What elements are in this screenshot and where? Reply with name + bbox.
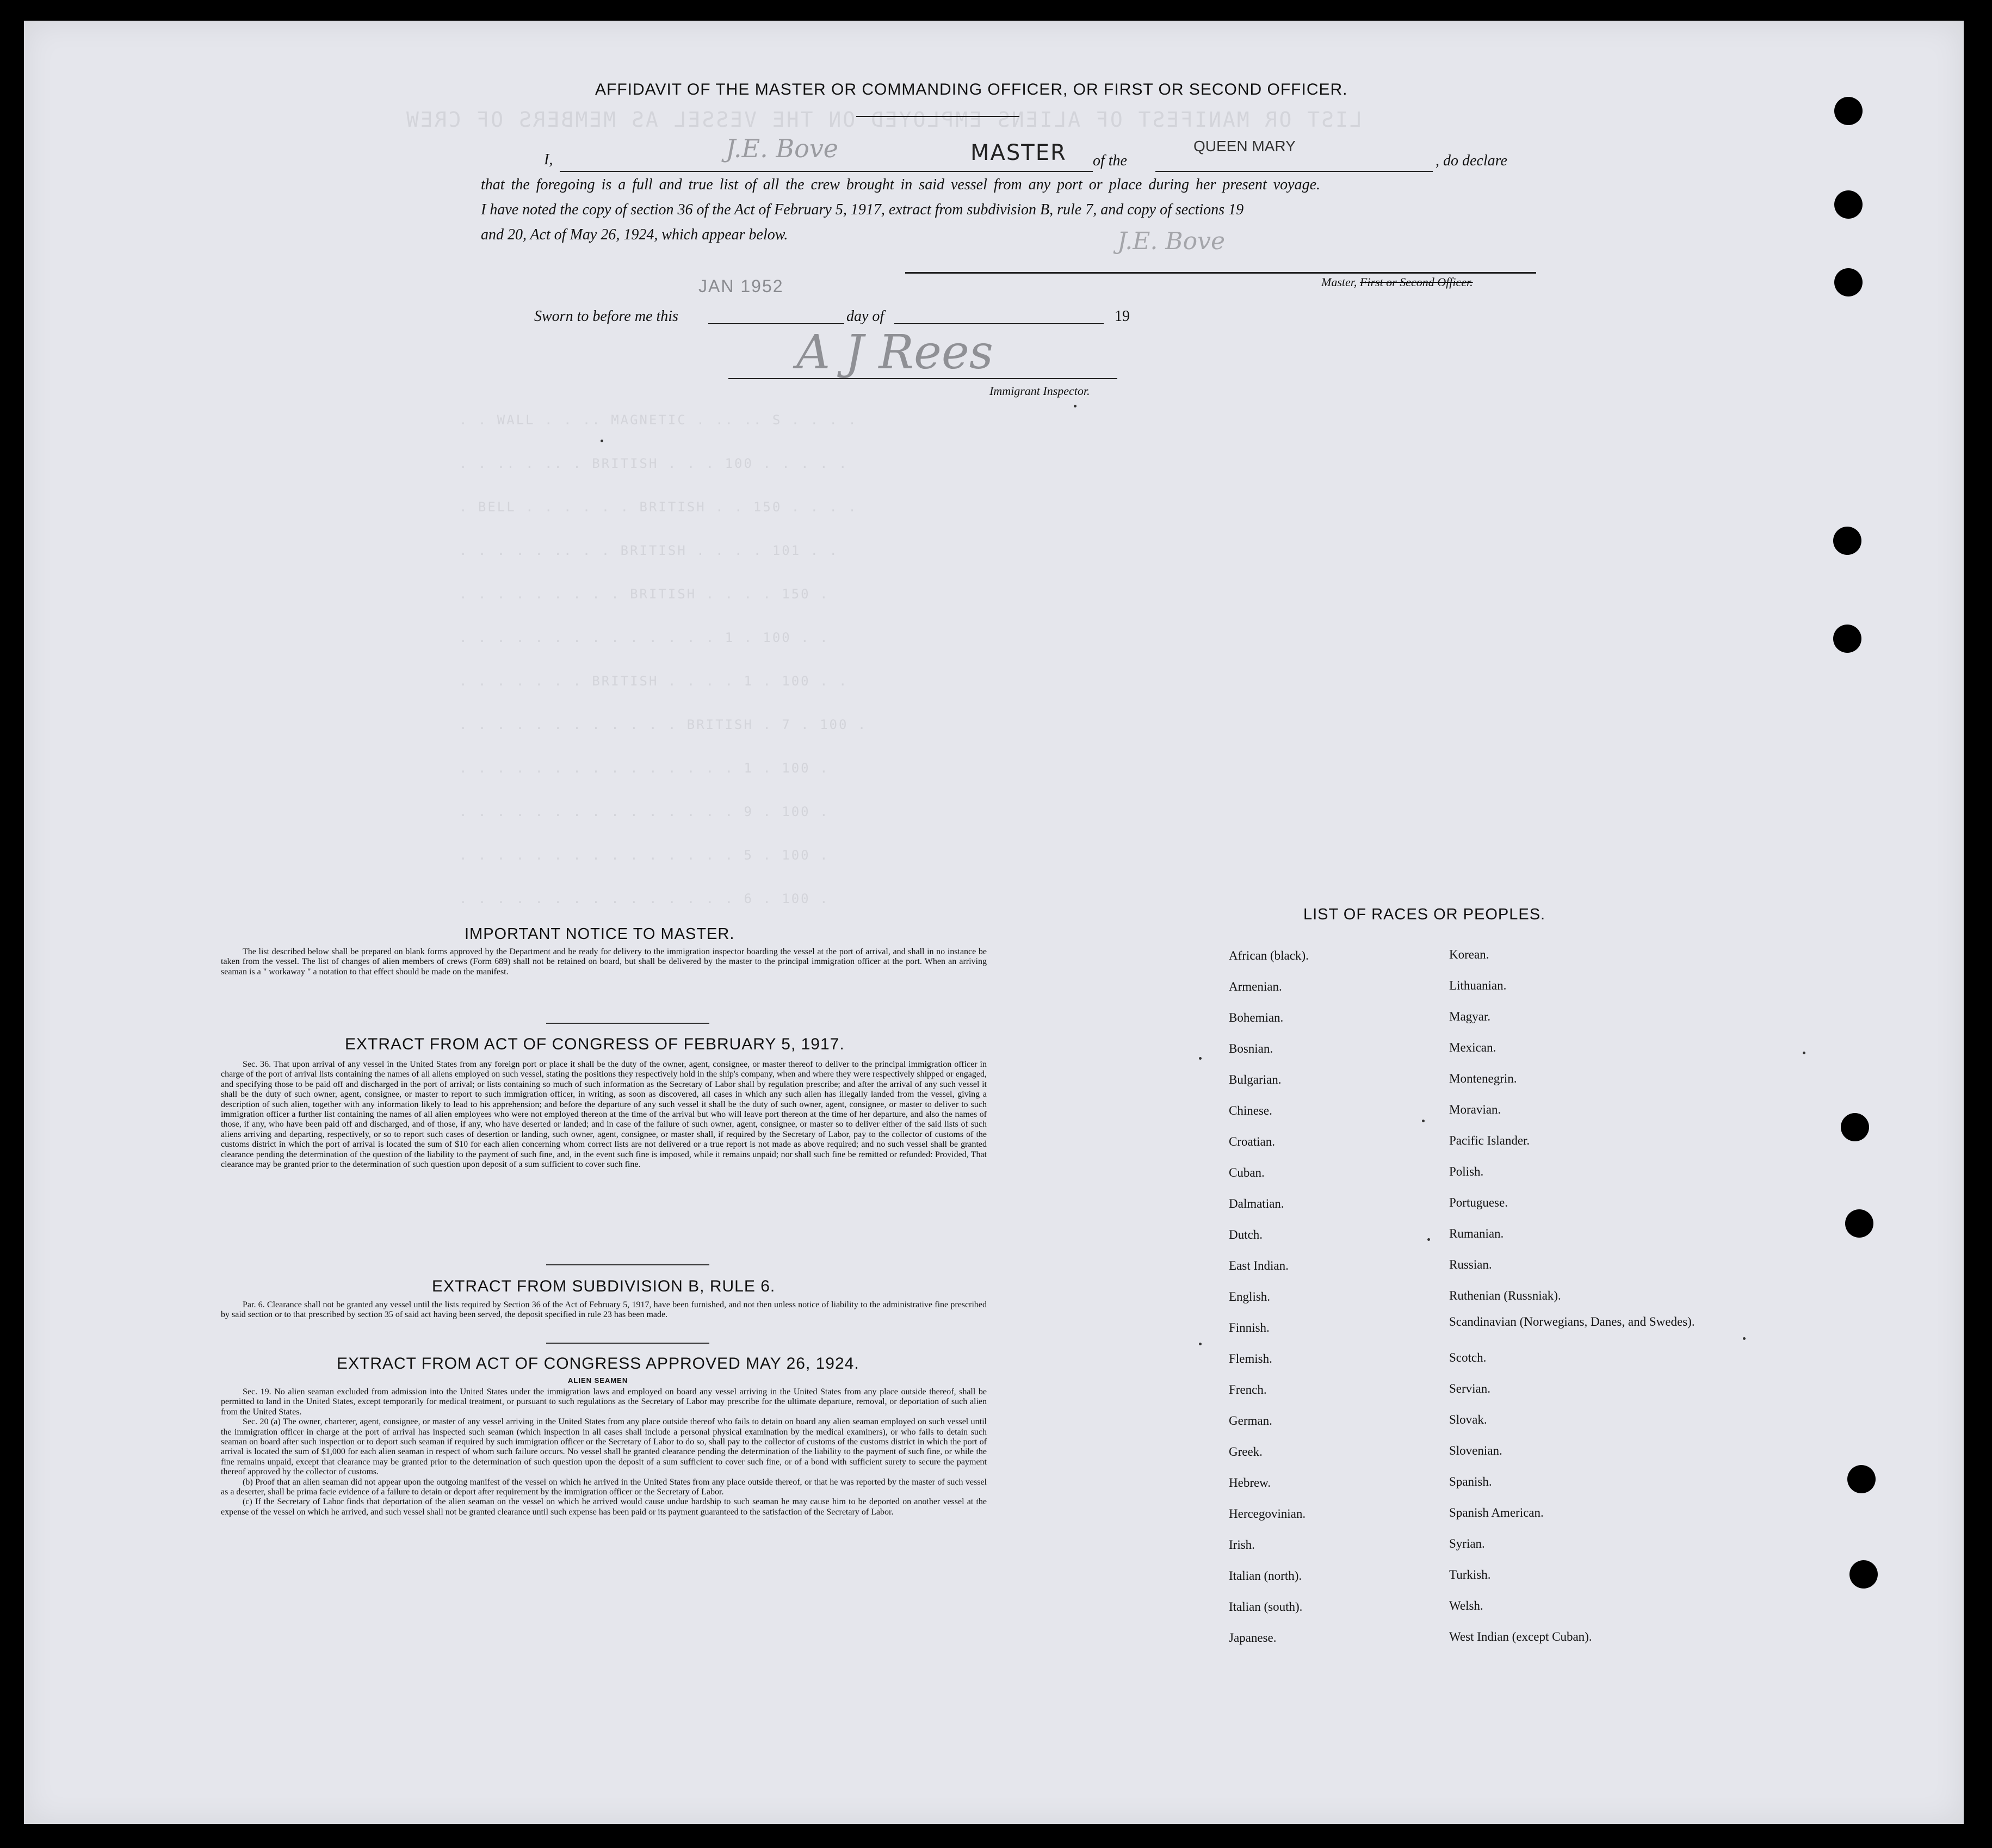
master-signature: J.E. Bove <box>1117 227 1226 255</box>
punch-hole <box>1841 1113 1869 1141</box>
affidavit-heading: AFFIDAVIT OF THE MASTER OR COMMANDING OFFICER, OR FIRST OR SECOND OFFICER. <box>595 81 1348 98</box>
races-column-left <box>1229 940 1309 1653</box>
race-item: Servian. <box>1449 1382 1491 1395</box>
race-item: Montenegrin. <box>1449 1072 1517 1085</box>
year-prefix: 19 <box>1115 308 1130 325</box>
punch-hole <box>1834 97 1863 125</box>
master-title-label: Master, First or Second Officer. <box>1321 275 1473 289</box>
speck <box>1422 1120 1425 1122</box>
bleed-through-row: . . . . . . . . . . . . . . 1 . 100 . . <box>459 630 830 645</box>
affidavit-line-3: I have noted the copy of section 36 of the Act of February 5, 1917, extract from subdivision B, rule 7, and copy of sections 19 <box>481 201 1244 218</box>
notice-heading: IMPORTANT NOTICE TO MASTER. <box>465 925 735 943</box>
alien-seamen-subheading: ALIEN SEAMEN <box>568 1376 628 1385</box>
date-stamp: JAN 1952 <box>698 276 784 296</box>
act-1924-body: Sec. 19. No alien seaman excluded from admission into the United States under the immigration laws and employed on board any vessel arriving in the United States from any place outside thereof, shall be permitted to land in the United States, except temporarily for medical treatment, or pursuant to such regulations as the Secretary of Labor may prescribe for the ultimate departure, removal, or deportation of such alien from the United States. Sec. 20 (a) The owner, charterer, agent, consignee, or master of any vessel arriving in the United States from any place outside thereof who fails to detain on board any alien seaman employed on such vessel until the immigration officer in charge at the port of arrival has inspected such seaman (which inspection in all cases shall include a personal physical examination by the medical examiners), or who fails to detain such seaman on board after such inspection or to deport such seaman if required by such immigration officer or the Secretary of Labor to do so, shall pay to the collector of customs of the customs district in which the port of arrival is located the sum of $1,000 for each alien seaman in respect of whom such failure occurs. No vessel shall be granted clearance pending the determination of the liability to the payment of such fine, or while the fine remains unpaid, except that clearance may be granted prior to the determination of such question upon the deposit of a sum sufficient to cover such fine, or of a bond with sufficient surety to secure the payment thereof approved by the collector of customs. (b) Proof that an alien seaman did not appear upon the outgoing manifest of the vessel on which he arrived in the United States from any place outside thereof, or that he was reported by the master of such vessel as a deserter, shall be prima facie evidence of a failure to detain or deport after requirement by the immigration officer or the Secretary of Labor. (c) If the Secretary of Labor finds that deportation of the alien seaman on the vessel on which he arrived would cause undue hardship to such seaman he may cause him to be deported on another vessel at the expense of the vessel on which he arrived, and such vessel shall not be granted clearance until such expense has been paid or its payment guaranteed to the satisfaction of the Secretary of Labor. <box>221 1387 987 1517</box>
race-item: Greek. <box>1229 1445 1263 1458</box>
speck <box>1803 1052 1805 1054</box>
bleed-through-row: . . . . . . . . . . . . . . . 5 . 100 . <box>459 848 830 863</box>
race-item: East Indian. <box>1229 1259 1289 1272</box>
section-rule <box>546 1023 709 1024</box>
race-item: Bulgarian. <box>1229 1073 1282 1086</box>
race-item: Russian. <box>1449 1258 1492 1271</box>
subdivision-b-body: Par. 6. Clearance shall not be granted any vessel until the lists required by Section 36 of the Act of February 5, 1917, have been furnished, and not then unless notice of liability to the administrative fine prescribed by said section or to that prescribed by section 35 of said act having been served, the deposit specified in rule 23 has been made. <box>221 1300 987 1320</box>
races-heading: LIST OF RACES OR PEOPLES. <box>1303 906 1546 923</box>
speck <box>1074 405 1077 407</box>
race-item: Syrian. <box>1449 1537 1485 1550</box>
race-item: Irish. <box>1229 1538 1255 1552</box>
race-item: French. <box>1229 1383 1267 1396</box>
day-line <box>894 323 1104 324</box>
act-1924-heading: EXTRACT FROM ACT OF CONGRESS APPROVED MAY 26, 1924. <box>337 1355 859 1373</box>
race-item: Bohemian. <box>1229 1011 1284 1024</box>
race-item: Hercegovinian. <box>1229 1507 1306 1521</box>
race-item: Spanish. <box>1449 1475 1492 1488</box>
speck <box>1199 1057 1202 1060</box>
race-item: Scotch. <box>1449 1351 1487 1364</box>
race-item: Dalmatian. <box>1229 1197 1284 1210</box>
race-item: Ruthenian (Russniak). <box>1449 1289 1561 1302</box>
bleed-through-row: . . .. . .. . BRITISH . . . 100 . . . . . <box>459 456 849 471</box>
name-line <box>560 171 1093 172</box>
race-item: English. <box>1229 1290 1271 1303</box>
speck <box>1743 1337 1746 1340</box>
punch-hole <box>1833 625 1861 653</box>
race-item: Korean. <box>1449 948 1489 961</box>
race-item: Magyar. <box>1449 1010 1491 1023</box>
bleed-through-row: . . . . . . . . . . . . BRITISH . 7 . 100 . <box>459 717 868 732</box>
race-item: German. <box>1229 1414 1272 1427</box>
act-1917-body: Sec. 36. That upon arrival of any vessel in the United States from any foreign port or place it shall be the duty of the owner, agent, consignee, or master thereof to deliver to the principal immigration officer in charge of the port of arrival lists containing the names of all aliens employed on such vessel, stating the positions they respectively hold in the ship's company, when and where they were respectively shipped or engaged, and specifying those to be paid off and discharged in the port of arrival; or lists containing so much of such information as the Secretary of Labor shall by regulation prescribe; and after the arrival of any such vessel it shall be the duty of such owner, agent, consignee, or master to report to such immigration officer, in writing, as soon as discovered, all cases in which any such alien has illegally landed from the vessel, giving a description of such alien, together with any information likely to lead to his apprehension; and before the departure of any such vessel it shall be the duty of such owner, agent, consignee, or master to deliver to such immigration officer a further list containing the names of all alien employees who were not employed thereon at the time of the arrival but who will leave port thereon at the time of her departure, and also the names of those, if any, who have been paid off and discharged, and of those, if any, who have deserted or landed; and in case of the failure of such owner, agent, consignee, or master so to deliver either of the said lists of such aliens arriving and departing, respectively, or so to report such cases of desertion or landing, such owner, agent, consignee, or master shall, if required by the Secretary of Labor, pay to the collector of customs of the customs district in which the port of arrival is located the sum of $10 for each alien concerning whom correct lists are not delivered or a true report is not made as above required; and no such vessel shall be granted clearance pending the determination of the question of the liability to the payment of such fine, and, in the event such fine is imposed, while it remains unpaid; nor shall such fine be remitted or refunded: Provided, That clearance may be granted prior to the determination of such question upon deposit of a sum sufficient to cover such fine. <box>221 1060 987 1170</box>
affidavit-line-2: that the foregoing is a full and true list of all the crew brought in said vessel from any port or place during her present voyage. <box>481 176 1321 193</box>
punch-hole <box>1845 1209 1873 1238</box>
race-item: Croatian. <box>1229 1135 1275 1148</box>
bleed-through-row: . . . . . . . BRITISH . . . . 1 . 100 . . <box>459 673 849 689</box>
race-item: Cuban. <box>1229 1166 1265 1179</box>
inspector-title: Immigrant Inspector. <box>989 384 1090 398</box>
race-item: Moravian. <box>1449 1103 1501 1116</box>
affidavit-line-4: and 20, Act of May 26, 1924, which appear below. <box>481 226 788 243</box>
heading-rule <box>856 116 1019 117</box>
day-of-label: day of <box>846 308 884 325</box>
sworn-label: Sworn to before me this <box>534 308 678 325</box>
race-item: Welsh. <box>1449 1599 1483 1612</box>
bleed-through-row: . . . . . . . . . . . . . . . 1 . 100 . <box>459 761 830 776</box>
race-item: Slovenian. <box>1449 1444 1502 1457</box>
punch-hole <box>1849 1560 1878 1589</box>
race-item: Turkish. <box>1449 1568 1491 1581</box>
punch-hole <box>1847 1465 1876 1493</box>
race-item: Hebrew. <box>1229 1476 1271 1489</box>
master-signature-line <box>905 272 1536 274</box>
race-item: Lithuanian. <box>1449 979 1507 992</box>
race-item: Italian (south). <box>1229 1600 1303 1614</box>
bleed-through-text: LIST OR MANIFEST OF ALIENS EMPLOYED ON THE VESSEL AS MEMBERS OF CREW <box>405 108 1362 132</box>
bleed-through-row: . . . . . .. . . BRITISH . . . . 101 . . <box>459 543 839 558</box>
race-item: Finnish. <box>1229 1321 1270 1334</box>
bleed-through-row: . . . . . . . . . . . . . . . 6 . 100 . <box>459 891 830 906</box>
inspector-line <box>728 378 1117 379</box>
speck <box>1427 1238 1430 1241</box>
race-item: Italian (north). <box>1229 1569 1302 1583</box>
speck <box>1199 1343 1202 1345</box>
race-item: Spanish American. <box>1449 1506 1544 1519</box>
declarant-signature: J.E. Bove <box>726 134 839 163</box>
subdivision-b-heading: EXTRACT FROM SUBDIVISION B, RULE 6. <box>432 1277 776 1295</box>
race-item: Scandinavian (Norwegians, Danes, and Swedes). <box>1449 1315 1695 1328</box>
speck <box>601 440 603 442</box>
bleed-through-row: . . . . . . . . . . . . . . . 9 . 100 . <box>459 804 830 819</box>
race-item: Bosnian. <box>1229 1042 1273 1055</box>
race-item: Armenian. <box>1229 980 1282 993</box>
race-item: Chinese. <box>1229 1104 1272 1117</box>
section-rule <box>546 1343 709 1344</box>
vessel-line <box>1155 171 1433 172</box>
race-item: West Indian (except Cuban). <box>1449 1630 1592 1643</box>
do-declare-label: , do declare <box>1436 152 1507 169</box>
punch-hole <box>1833 527 1861 555</box>
race-item: Mexican. <box>1449 1041 1496 1054</box>
bleed-through-row: . BELL . . . . . . BRITISH . . 150 . . . . <box>459 499 858 515</box>
bleed-through-row: . . WALL . . .. MAGNETIC . .. .. S . . . . <box>459 412 858 428</box>
race-item: Pacific Islander. <box>1449 1134 1530 1147</box>
document-page <box>24 21 1964 1824</box>
sworn-line <box>708 323 844 324</box>
race-item: Rumanian. <box>1449 1227 1504 1240</box>
section-rule <box>546 1264 709 1265</box>
punch-hole <box>1834 190 1863 219</box>
declarant-label: I, <box>544 151 553 168</box>
of-the-label: of the <box>1093 152 1127 169</box>
race-item: African (black). <box>1229 949 1309 962</box>
race-item: Portuguese. <box>1449 1196 1508 1209</box>
race-item: Flemish. <box>1229 1352 1272 1365</box>
punch-hole <box>1834 268 1863 296</box>
race-item: Japanese. <box>1229 1631 1277 1645</box>
race-item: Dutch. <box>1229 1228 1263 1241</box>
notice-body: The list described below shall be prepared on blank forms approved by the Department and be ready for delivery to the immigration inspector boarding the vessel at the port of arrival, and shall in no instance be taken from the vessel. The list of changes of alien members of crews (Form 689) shall not be retained on board, but shall be delivered by the master to the principal immigration officer at the port. When an arriving seaman is a " workaway " a notation to that effect should be made on the manifest. <box>221 947 987 976</box>
inspector-signature: A J Rees <box>796 325 993 380</box>
bleed-through-row: . . . . . . . . . BRITISH . . . . 150 . <box>459 586 830 602</box>
races-column-right <box>1449 939 1695 1652</box>
act-1917-heading: EXTRACT FROM ACT OF CONGRESS OF FEBRUARY 5, 1917. <box>345 1035 845 1053</box>
vessel-name: QUEEN MARY <box>1193 138 1296 154</box>
race-item: Polish. <box>1449 1165 1484 1178</box>
rank-handwritten: MASTER <box>970 140 1067 165</box>
race-item: Slovak. <box>1449 1413 1487 1426</box>
